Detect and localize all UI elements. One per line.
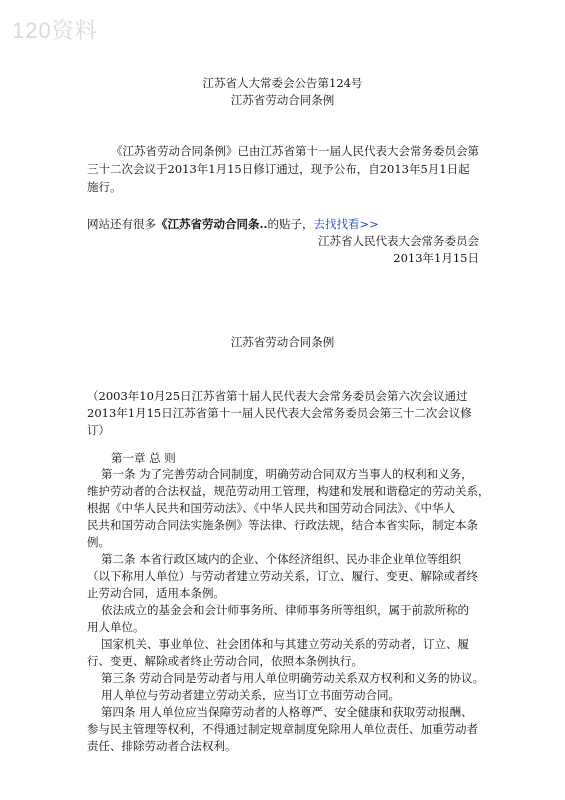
signature-date: 2013年1月15日: [393, 251, 479, 265]
promo-prefix: 网站还有很多: [87, 217, 156, 231]
article-line: 根据《中华人民共和国劳动法》、《中华人民共和国劳动合同法》、《中华人: [87, 501, 455, 515]
document-title: 江苏省劳动合同条例: [230, 93, 335, 107]
watermark-logo: 120资料: [12, 18, 98, 43]
article-line: 民共和国劳动合同法实施条例》等法律、行政法规，结合本省实际，制定本条: [87, 518, 478, 532]
article-line: 用人单位与劳动者建立劳动关系，应当订立书面劳动合同。: [101, 688, 400, 702]
signature-org: 江苏省人民代表大会常务委员会: [318, 234, 479, 248]
article-line: （以下称用人单位）与劳动者建立劳动关系，订立、履行、变更、解除或者终: [87, 569, 478, 583]
announcement-number: 江苏省人大常委会公告第124号: [202, 76, 363, 90]
article-line: 例。: [87, 535, 110, 549]
article-line: 依法成立的基金会和会计师事务所、律师事务所等组织，属于前款所称的: [101, 603, 469, 617]
intro-line: 《江苏省劳动合同条例》已由江苏省第十一届人民代表大会常务委员会第: [111, 144, 479, 158]
article-line: 用人单位。: [87, 620, 145, 634]
article-line: 参与民主管理等权利，不得通过制定规章制度免除用人单位责任、加重劳动者: [87, 722, 478, 736]
article-line: 国家机关、事业单位、社会团体和与其建立劳动关系的劳动者，订立、履: [101, 637, 469, 651]
promo-line: [87, 216, 379, 232]
promo-bold-title: 《江苏省劳动合同条..: [156, 217, 268, 231]
article-line: 第二条 本省行政区域内的企业、个体经济组织、民办非企业单位等组织: [101, 552, 462, 566]
search-more-link[interactable]: 去找找看>>: [313, 217, 379, 231]
article-line: 止劳动合同，适用本条例。: [87, 586, 225, 600]
intro-line: 施行。: [87, 180, 122, 194]
intro-line: 三十二次会议于2013年1月15日修订通过，现予公布，自2013年5月1日起: [87, 162, 470, 176]
article-line: 第四条 用人单位应当保障劳动者的人格尊严、安全健康和获取劳动报酬、: [101, 705, 473, 719]
promo-middle: 的贴子，: [267, 217, 314, 231]
article-line: 第一条 为了完善劳动合同制度，明确劳动合同双方当事人的权利和义务，: [101, 467, 473, 481]
adoption-note-line: （2003年10月25日江苏省第十届人民代表大会常务委员会第六次会议通过: [87, 389, 468, 403]
adoption-note-line: 2013年1月15日江苏省第十一届人民代表大会常务委员会第三十二次会议修: [87, 406, 472, 420]
article-line: 责任、排除劳动者合法权利。: [87, 739, 237, 753]
adoption-note-line: 订）: [87, 423, 110, 437]
article-line: 行、变更、解除或者终止劳动合同，依照本条例执行。: [87, 654, 363, 668]
chapter-heading: 第一章 总 则: [111, 451, 176, 465]
article-line: 维护劳动者的合法权益，规范劳动用工管理，构建和发展和谐稳定的劳动关系，: [87, 484, 490, 498]
regulation-title: 江苏省劳动合同条例: [230, 335, 335, 349]
article-line: 第三条 劳动合同是劳动者与用人单位明确劳动关系双方权利和义务的协议。: [101, 671, 485, 685]
